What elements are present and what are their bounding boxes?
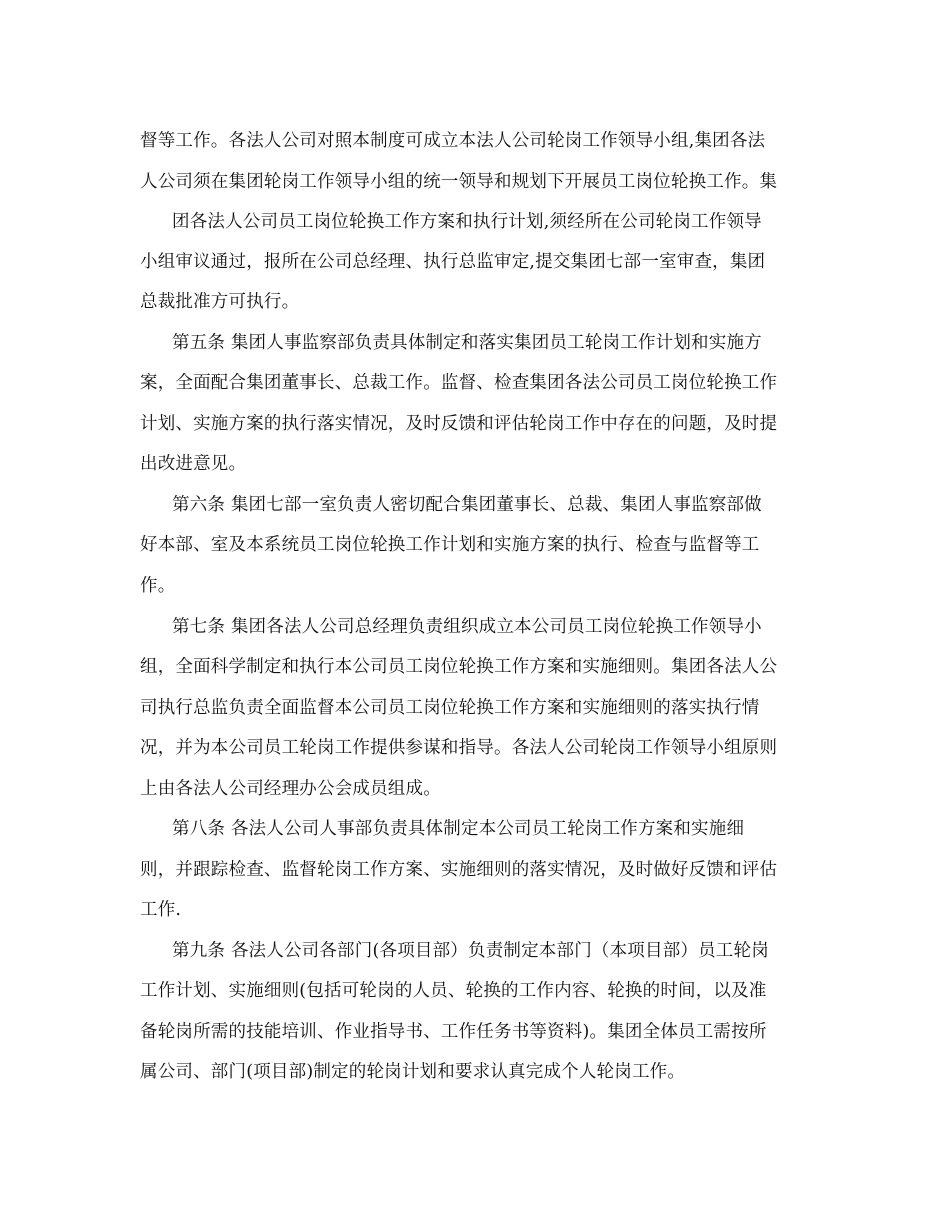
- text-line: 司执行总监负责全面监督本公司员工岗位轮换工作方案和实施细则的落实执行情: [140, 698, 760, 718]
- text-line: 督等工作。各法人公司对照本制度可成立本法人公司轮岗工作领导小组,集团各法: [140, 131, 766, 151]
- article-5-heading-line: 第五条 集团人事监察部负责具体制定和落实集团员工轮岗工作计划和实施方: [172, 333, 762, 353]
- text-line: 好本部、室及本系统员工岗位轮换工作计划和实施方案的执行、检查与监督等工: [140, 535, 760, 555]
- text-line: 备轮岗所需的技能培训、作业指导书、工作任务书等资料)。集团全体员工需按所: [140, 1022, 767, 1042]
- text-line: 组，全面科学制定和执行本公司员工岗位轮换工作方案和实施细则。集团各法人公: [140, 657, 778, 677]
- article-6-heading-line: 第六条 集团七部一室负责人密切配合集团董事长、总裁、集团人事监察部做: [172, 495, 762, 515]
- text-line: 团各法人公司员工岗位轮换工作方案和执行计划,须经所在公司轮岗工作领导: [172, 212, 762, 232]
- article-8-heading-line: 第八条 各法人公司人事部负责具体制定本公司员工轮岗工作方案和实施细: [172, 819, 745, 839]
- text-line: 人公司须在集团轮岗工作领导小组的统一领导和规划下开展员工岗位轮换工作。集: [140, 172, 778, 192]
- text-line: 工作计划、实施细则(包括可轮岗的人员、轮换的工作内容、轮换的时间，以及准: [140, 981, 767, 1001]
- text-line: 属公司、部门(项目部)制定的轮岗计划和要求认真完成个人轮岗工作。: [140, 1062, 686, 1082]
- text-line: 上由各法人公司经理办公会成员组成。: [140, 779, 441, 799]
- text-line: 案，全面配合集团董事长、总裁工作。监督、检查集团各法公司员工岗位轮换工作: [140, 373, 778, 393]
- text-line: 小组审议通过，报所在公司总经理、执行总监审定,提交集团七部一室审查，集团: [140, 252, 766, 272]
- article-7-heading-line: 第七条 集团各法人公司总经理负责组织成立本公司员工岗位轮换工作领导小: [172, 617, 762, 637]
- text-line: 总裁批准方可执行。: [140, 292, 300, 312]
- text-line: 工作.: [140, 900, 182, 920]
- article-9-heading-line: 第九条 各法人公司各部门(各项目部）负责制定本部门（本项目部）员工轮岗: [172, 941, 769, 961]
- text-line: 作。: [140, 576, 176, 596]
- text-line: 况，并为本公司员工轮岗工作提供参谋和指导。各法人公司轮岗工作领导小组原则: [140, 738, 778, 758]
- text-line: 则，并跟踪检查、监督轮岗工作方案、实施细则的落实情况，及时做好反馈和评估: [140, 860, 778, 880]
- text-line: 出改进意见。: [140, 454, 247, 474]
- text-line: 计划、实施方案的执行落实情况，及时反馈和评估轮岗工作中存在的问题，及时提: [140, 414, 778, 434]
